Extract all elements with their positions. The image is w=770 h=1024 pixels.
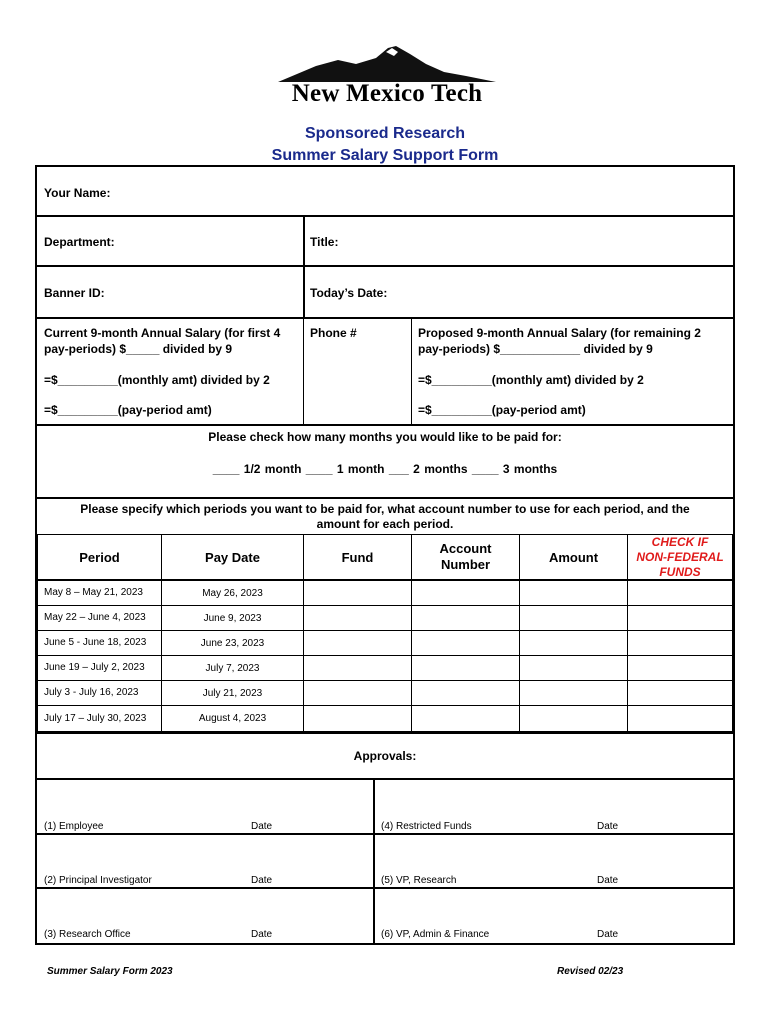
- header-non-federal: [627, 534, 733, 580]
- table-row-period: July 3 - July 16, 2023: [37, 680, 162, 706]
- table-row-fund-input[interactable]: [303, 580, 412, 606]
- approval-date-label: Date: [597, 929, 619, 940]
- approval-date-label: Date: [251, 875, 273, 886]
- right-monthly-amt: =$_________(monthly amt) divided by 2: [418, 373, 644, 387]
- banner-label: Banner ID:: [44, 286, 105, 300]
- approvals-row-divider-1: [36, 833, 734, 835]
- table-row-pay-date: May 26, 2023: [161, 580, 304, 606]
- header-check-line1: CHECK IF: [651, 534, 709, 549]
- phone-label: Phone #: [310, 326, 357, 340]
- table-row-account-input[interactable]: [411, 680, 520, 706]
- footer-form-name: Summer Salary Form 2023: [47, 966, 173, 977]
- months-options[interactable]: ____ 1/2 month ____ 1 month ___ 2 months ____ 3 months: [212, 462, 558, 476]
- current-salary-line1: Current 9-month Annual Salary (for first 4: [44, 326, 281, 340]
- header-period: Period: [37, 534, 162, 580]
- approvals-center-divider: [373, 779, 375, 944]
- header-check-line2: NON-FEDERAL: [636, 549, 724, 564]
- approvals-title: Approvals:: [353, 749, 417, 763]
- header-account-line2: Number: [440, 557, 491, 572]
- header-fund: Fund: [303, 534, 412, 580]
- table-row-amount-input[interactable]: [519, 655, 628, 681]
- approval-vp-research[interactable]: (5) VP, Research: [381, 875, 457, 886]
- table-row-account-input[interactable]: [411, 630, 520, 656]
- right-period-amt: =$_________(pay-period amt): [418, 403, 586, 417]
- current-salary-line2: pay-periods) $_____ divided by 9: [44, 342, 233, 356]
- header-account-number: [411, 534, 520, 580]
- table-row-period: May 22 – June 4, 2023: [37, 605, 162, 631]
- table-row-non-federal-checkbox[interactable]: [627, 655, 733, 681]
- periods-instruction-line2: amount for each period.: [316, 517, 454, 531]
- proposed-salary-line1: Proposed 9-month Annual Salary (for remaining 2: [418, 326, 701, 340]
- periods-instruction-line1: Please specify which periods you want to be paid for, what account number to use for each period, and the: [80, 502, 690, 516]
- approvals-box: [35, 732, 735, 945]
- approval-date-label: Date: [251, 821, 273, 832]
- department-label: Department:: [44, 235, 115, 249]
- approval-vp-admin-finance[interactable]: (6) VP, Admin & Finance: [381, 929, 490, 940]
- form-title-line1: Sponsored Research: [304, 125, 466, 142]
- table-row-pay-date: July 7, 2023: [161, 655, 304, 681]
- approvals-divider: [36, 778, 734, 780]
- table-row-fund-input[interactable]: [303, 630, 412, 656]
- table-row-fund-input[interactable]: [303, 705, 412, 732]
- table-row-pay-date: August 4, 2023: [161, 705, 304, 732]
- table-row-period: June 19 – July 2, 2023: [37, 655, 162, 681]
- title-box[interactable]: [303, 215, 735, 267]
- table-row-period: May 8 – May 21, 2023: [37, 580, 162, 606]
- table-row-amount-input[interactable]: [519, 580, 628, 606]
- approval-research-office[interactable]: (3) Research Office: [44, 929, 131, 940]
- approval-restricted-funds[interactable]: (4) Restricted Funds: [381, 821, 472, 832]
- table-row-account-input[interactable]: [411, 580, 520, 606]
- table-row-account-input[interactable]: [411, 655, 520, 681]
- name-box[interactable]: [35, 165, 735, 217]
- table-row-amount-input[interactable]: [519, 680, 628, 706]
- name-label: Your Name:: [44, 186, 111, 200]
- table-row-non-federal-checkbox[interactable]: [627, 705, 733, 732]
- logo-text: New Mexico Tech: [291, 80, 483, 107]
- header-account-line1: Account: [439, 541, 492, 556]
- header-check-line3: FUNDS: [659, 564, 701, 579]
- approval-principal-investigator[interactable]: (2) Principal Investigator: [44, 875, 152, 886]
- approval-date-label: Date: [251, 929, 273, 940]
- table-row-amount-input[interactable]: [519, 630, 628, 656]
- left-monthly-amt: =$_________(monthly amt) divided by 2: [44, 373, 270, 387]
- table-row-pay-date: June 9, 2023: [161, 605, 304, 631]
- nmt-logo: [276, 44, 498, 108]
- table-row-fund-input[interactable]: [303, 655, 412, 681]
- title-label: Title:: [310, 235, 339, 249]
- table-row-non-federal-checkbox[interactable]: [627, 605, 733, 631]
- months-question: Please check how many months you would like to be paid for:: [208, 430, 562, 444]
- form-title-line2: Summer Salary Support Form: [271, 147, 499, 164]
- approval-date-label: Date: [597, 821, 619, 832]
- table-row-account-input[interactable]: [411, 705, 520, 732]
- left-period-amt: =$_________(pay-period amt): [44, 403, 212, 417]
- footer-revised: Revised 02/23: [557, 966, 624, 977]
- table-row-pay-date: July 21, 2023: [161, 680, 304, 706]
- approval-employee[interactable]: (1) Employee: [44, 821, 104, 832]
- table-row-amount-input[interactable]: [519, 605, 628, 631]
- approval-date-label: Date: [597, 875, 619, 886]
- approvals-row-divider-2: [36, 887, 734, 889]
- mountain-icon: [276, 44, 498, 84]
- table-row-amount-input[interactable]: [519, 705, 628, 732]
- table-row-non-federal-checkbox[interactable]: [627, 630, 733, 656]
- table-row-period: July 17 – July 30, 2023: [37, 705, 162, 732]
- table-row-account-input[interactable]: [411, 605, 520, 631]
- table-row-fund-input[interactable]: [303, 605, 412, 631]
- proposed-salary-line2: pay-periods) $____________ divided by 9: [418, 342, 653, 356]
- table-row-period: June 5 - June 18, 2023: [37, 630, 162, 656]
- table-row-pay-date: June 23, 2023: [161, 630, 304, 656]
- table-row-non-federal-checkbox[interactable]: [627, 580, 733, 606]
- table-row-fund-input[interactable]: [303, 680, 412, 706]
- header-amount: Amount: [519, 534, 628, 580]
- table-row-non-federal-checkbox[interactable]: [627, 680, 733, 706]
- date-label: Today’s Date:: [310, 286, 388, 300]
- header-pay-date: Pay Date: [161, 534, 304, 580]
